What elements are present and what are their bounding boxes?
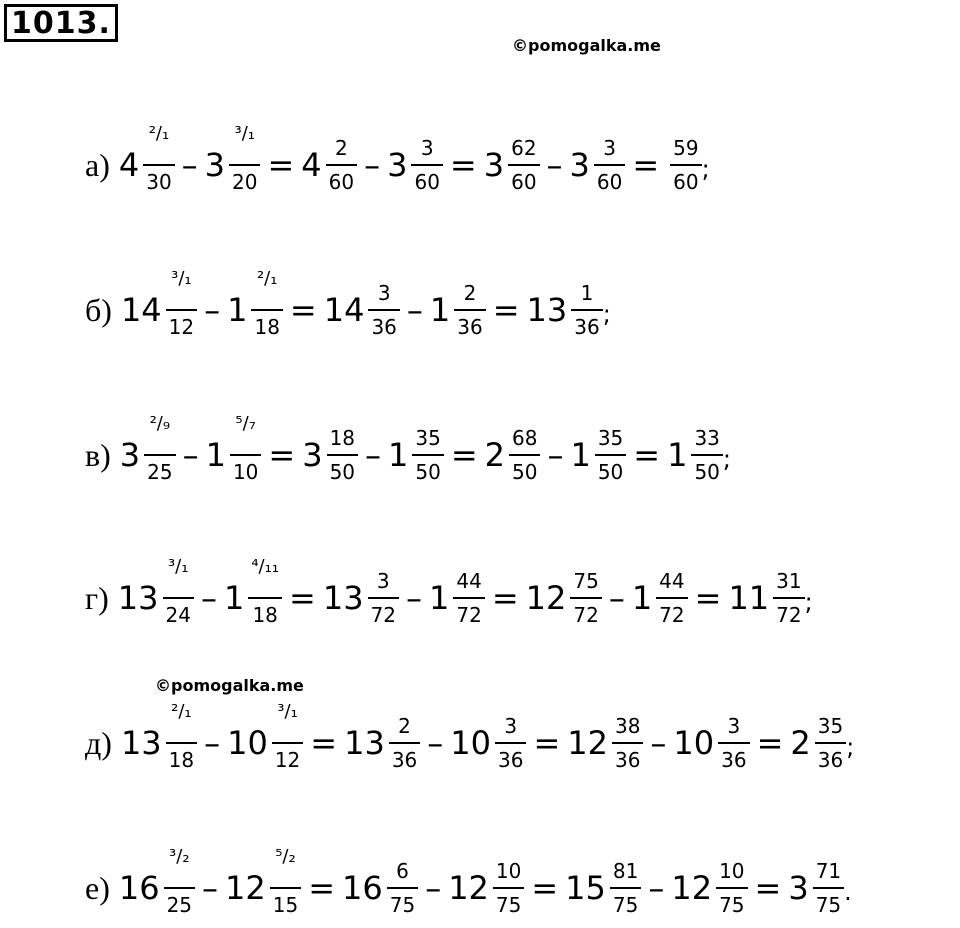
numerator: 33 bbox=[694, 426, 720, 451]
whole-part: 11 bbox=[728, 579, 770, 617]
numerator: 75 bbox=[573, 569, 599, 594]
whole-part: 16 bbox=[342, 869, 383, 907]
denominator: 75 bbox=[719, 892, 745, 917]
operator: – bbox=[427, 724, 444, 762]
fraction-bar bbox=[495, 742, 526, 744]
fraction-bar bbox=[163, 597, 194, 599]
punctuation: ; bbox=[701, 155, 710, 183]
fraction-bar bbox=[166, 742, 197, 744]
denominator: 18 bbox=[168, 747, 195, 772]
numerator: 3 bbox=[377, 281, 391, 306]
denominator: 75 bbox=[815, 892, 842, 917]
numerator: 71 bbox=[815, 859, 842, 884]
fraction-bar bbox=[716, 887, 747, 889]
fraction-bar bbox=[368, 309, 399, 311]
denominator: 36 bbox=[574, 314, 600, 339]
denominator: 30 bbox=[146, 169, 172, 194]
operator: – bbox=[425, 869, 442, 907]
fraction-bar bbox=[270, 887, 301, 889]
fraction bbox=[411, 136, 442, 194]
numerator: 44 bbox=[659, 569, 685, 594]
whole-part: 1 bbox=[570, 436, 591, 474]
fraction-bar bbox=[387, 887, 418, 889]
whole-part: 12 bbox=[448, 869, 489, 907]
operator: = bbox=[632, 146, 660, 184]
whole-part: 13 bbox=[117, 579, 159, 617]
whole-part: 1 bbox=[205, 436, 226, 474]
operator: = bbox=[694, 579, 722, 617]
extension-factor: ²/₉ bbox=[149, 413, 171, 435]
denominator: 36 bbox=[497, 747, 524, 772]
fraction-bar bbox=[595, 454, 626, 456]
whole-part: 1 bbox=[667, 436, 688, 474]
fraction-bar bbox=[612, 742, 643, 744]
whole-part: 13 bbox=[120, 724, 162, 762]
fraction bbox=[454, 281, 485, 339]
fraction-bar bbox=[230, 454, 261, 456]
extension-factor: ⁴/₁₁ bbox=[251, 556, 280, 578]
denominator: 12 bbox=[168, 314, 195, 339]
operator: – bbox=[608, 579, 625, 617]
denominator: 60 bbox=[596, 169, 623, 194]
whole-part: 15 bbox=[565, 869, 606, 907]
item-label: б) bbox=[85, 291, 112, 328]
numerator: 6 bbox=[396, 859, 409, 884]
fraction-bar bbox=[248, 597, 282, 599]
extension-factor: ³/₂ bbox=[169, 846, 190, 868]
fraction-bar bbox=[326, 164, 357, 166]
fraction bbox=[248, 556, 282, 627]
fraction-bar bbox=[656, 597, 687, 599]
fraction bbox=[327, 426, 358, 484]
operator: = bbox=[267, 146, 295, 184]
operator: – bbox=[364, 146, 381, 184]
numerator: 1 bbox=[580, 281, 594, 306]
numerator: 59 bbox=[673, 136, 699, 161]
whole-part: 3 bbox=[483, 146, 505, 184]
denominator: 36 bbox=[391, 747, 418, 772]
fraction bbox=[571, 281, 602, 339]
fraction bbox=[594, 136, 625, 194]
whole-part: 4 bbox=[118, 146, 140, 184]
operator: – bbox=[182, 436, 199, 474]
fraction-bar bbox=[508, 164, 539, 166]
fraction bbox=[270, 846, 301, 917]
fraction-bar bbox=[773, 597, 804, 599]
denominator: 10 bbox=[232, 459, 259, 484]
fraction bbox=[143, 123, 174, 194]
denominator: 24 bbox=[165, 602, 191, 627]
operator: – bbox=[546, 146, 563, 184]
fraction bbox=[718, 714, 749, 772]
numerator: 18 bbox=[329, 426, 356, 451]
fraction bbox=[272, 701, 303, 772]
operator: – bbox=[202, 869, 219, 907]
denominator: 36 bbox=[457, 314, 483, 339]
numerator: 35 bbox=[817, 714, 844, 739]
numerator: 10 bbox=[495, 859, 522, 884]
item-label: г) bbox=[85, 579, 109, 616]
fraction bbox=[509, 426, 540, 484]
punctuation: ; bbox=[804, 588, 813, 616]
fraction bbox=[387, 859, 418, 917]
fraction bbox=[164, 846, 195, 917]
fraction-bar bbox=[144, 454, 175, 456]
denominator: 36 bbox=[614, 747, 641, 772]
operator: – bbox=[648, 869, 665, 907]
punctuation: ; bbox=[602, 300, 611, 328]
operator: = bbox=[310, 724, 338, 762]
operator: = bbox=[308, 869, 336, 907]
whole-part: 1 bbox=[429, 291, 451, 329]
operator: = bbox=[289, 579, 316, 617]
denominator: 25 bbox=[147, 459, 173, 484]
fraction bbox=[495, 714, 526, 772]
denominator: 36 bbox=[721, 747, 747, 772]
equation-line bbox=[85, 270, 611, 350]
fraction bbox=[691, 426, 722, 484]
operator: – bbox=[200, 579, 217, 617]
whole-part: 1 bbox=[429, 579, 450, 617]
denominator: 72 bbox=[776, 602, 802, 627]
whole-part: 12 bbox=[567, 724, 608, 762]
fraction-bar bbox=[594, 164, 625, 166]
whole-part: 10 bbox=[450, 724, 491, 762]
numerator: 62 bbox=[511, 136, 537, 161]
whole-part: 3 bbox=[788, 869, 809, 907]
fraction bbox=[508, 136, 539, 194]
operator: = bbox=[756, 724, 784, 762]
numerator: 35 bbox=[415, 426, 441, 451]
numerator: 2 bbox=[463, 281, 477, 306]
fraction bbox=[368, 569, 399, 627]
numerator: 31 bbox=[776, 569, 802, 594]
item-label: в) bbox=[85, 436, 111, 473]
operator: – bbox=[365, 436, 382, 474]
whole-part: 2 bbox=[790, 724, 811, 762]
whole-part: 3 bbox=[387, 146, 408, 184]
fraction-bar bbox=[691, 454, 722, 456]
denominator: 72 bbox=[456, 602, 482, 627]
fraction bbox=[412, 426, 443, 484]
fraction-bar bbox=[412, 454, 443, 456]
fraction-bar bbox=[164, 887, 195, 889]
denominator: 25 bbox=[166, 892, 193, 917]
denominator: 36 bbox=[371, 314, 397, 339]
fraction-bar bbox=[813, 887, 844, 889]
fraction bbox=[612, 714, 643, 772]
fraction bbox=[716, 859, 747, 917]
numerator: 38 bbox=[614, 714, 641, 739]
denominator: 60 bbox=[673, 169, 699, 194]
whole-part: 3 bbox=[204, 146, 226, 184]
punctuation: . bbox=[844, 878, 852, 906]
numerator: 44 bbox=[456, 569, 482, 594]
denominator: 75 bbox=[389, 892, 416, 917]
denominator: 72 bbox=[659, 602, 685, 627]
whole-part: 4 bbox=[301, 146, 322, 184]
whole-part: 3 bbox=[119, 436, 141, 474]
operator: = bbox=[531, 869, 559, 907]
equation-line bbox=[85, 415, 731, 495]
denominator: 60 bbox=[511, 169, 537, 194]
fraction-bar bbox=[570, 597, 601, 599]
fraction bbox=[813, 859, 844, 917]
punctuation: ; bbox=[722, 445, 731, 473]
numerator: 81 bbox=[612, 859, 639, 884]
whole-part: 1 bbox=[223, 579, 245, 617]
fraction-bar bbox=[143, 164, 174, 166]
fraction bbox=[670, 136, 701, 194]
fraction bbox=[389, 714, 420, 772]
operator: = bbox=[754, 869, 782, 907]
whole-part: 10 bbox=[227, 724, 268, 762]
fraction-bar bbox=[571, 309, 602, 311]
fraction bbox=[251, 268, 282, 339]
fraction bbox=[230, 413, 261, 484]
extension-factor: ²/₁ bbox=[256, 268, 278, 290]
fraction-bar bbox=[815, 742, 846, 744]
whole-part: 14 bbox=[323, 291, 365, 329]
whole-part: 13 bbox=[344, 724, 385, 762]
fraction bbox=[326, 136, 357, 194]
whole-part: 12 bbox=[525, 579, 567, 617]
problem-number: 1013. bbox=[4, 4, 118, 42]
operator: – bbox=[547, 436, 564, 474]
operator: – bbox=[204, 291, 221, 329]
operator: = bbox=[533, 724, 561, 762]
extension-factor: ²/₁ bbox=[148, 123, 170, 145]
denominator: 72 bbox=[370, 602, 397, 627]
denominator: 50 bbox=[415, 459, 441, 484]
fraction bbox=[368, 281, 399, 339]
numerator: 2 bbox=[335, 136, 348, 161]
numerator: 3 bbox=[420, 136, 434, 161]
extension-factor: ³/₁ bbox=[234, 123, 255, 145]
extension-factor: ⁵/₂ bbox=[275, 846, 296, 868]
fraction-bar bbox=[670, 164, 701, 166]
fraction bbox=[166, 701, 197, 772]
fraction-bar bbox=[272, 742, 303, 744]
watermark-top: ©pomogalka.me bbox=[512, 36, 661, 55]
item-label: е) bbox=[85, 869, 110, 906]
fraction bbox=[166, 268, 197, 339]
operator: = bbox=[491, 579, 519, 617]
denominator: 18 bbox=[254, 314, 280, 339]
fraction bbox=[163, 556, 194, 627]
operator: = bbox=[492, 291, 520, 329]
numerator: 10 bbox=[719, 859, 745, 884]
denominator: 50 bbox=[694, 459, 720, 484]
extension-factor: ³/₁ bbox=[167, 556, 189, 578]
denominator: 60 bbox=[414, 169, 440, 194]
denominator: 15 bbox=[272, 892, 299, 917]
fraction bbox=[453, 569, 484, 627]
watermark-middle: ©pomogalka.me bbox=[155, 676, 304, 695]
numerator: 68 bbox=[512, 426, 538, 451]
fraction bbox=[610, 859, 641, 917]
operator: – bbox=[406, 579, 423, 617]
fraction-bar bbox=[493, 887, 524, 889]
operator: = bbox=[289, 291, 317, 329]
extension-factor: ⁵/₇ bbox=[235, 413, 256, 435]
fraction-bar bbox=[368, 597, 399, 599]
operator: – bbox=[181, 146, 198, 184]
extension-factor: ³/₁ bbox=[277, 701, 298, 723]
denominator: 36 bbox=[817, 747, 844, 772]
fraction-bar bbox=[610, 887, 641, 889]
fraction-bar bbox=[251, 309, 282, 311]
operator: = bbox=[449, 146, 477, 184]
fraction bbox=[656, 569, 687, 627]
extension-factor: ²/₁ bbox=[171, 701, 192, 723]
denominator: 20 bbox=[232, 169, 258, 194]
fraction bbox=[773, 569, 804, 627]
numerator: 3 bbox=[504, 714, 518, 739]
whole-part: 1 bbox=[227, 291, 248, 329]
equation-line bbox=[85, 848, 852, 928]
equation-line bbox=[85, 125, 710, 205]
denominator: 50 bbox=[512, 459, 538, 484]
denominator: 50 bbox=[329, 459, 356, 484]
fraction-bar bbox=[454, 309, 485, 311]
equation-line bbox=[85, 703, 854, 783]
whole-part: 13 bbox=[322, 579, 364, 617]
fraction bbox=[493, 859, 524, 917]
numerator: 2 bbox=[398, 714, 411, 739]
equation-line bbox=[85, 558, 813, 638]
operator: = bbox=[450, 436, 478, 474]
operator: – bbox=[650, 724, 667, 762]
fraction bbox=[144, 413, 175, 484]
punctuation: ; bbox=[846, 733, 855, 761]
denominator: 75 bbox=[612, 892, 639, 917]
fraction-bar bbox=[166, 309, 197, 311]
denominator: 18 bbox=[252, 602, 278, 627]
fraction-bar bbox=[411, 164, 442, 166]
whole-part: 10 bbox=[673, 724, 715, 762]
operator: – bbox=[406, 291, 423, 329]
item-label: а) bbox=[85, 146, 110, 183]
denominator: 50 bbox=[597, 459, 624, 484]
fraction bbox=[595, 426, 626, 484]
fraction-bar bbox=[229, 164, 260, 166]
whole-part: 14 bbox=[120, 291, 162, 329]
whole-part: 12 bbox=[225, 869, 266, 907]
extension-factor: ³/₁ bbox=[171, 268, 192, 290]
whole-part: 13 bbox=[526, 291, 568, 329]
fraction-bar bbox=[453, 597, 484, 599]
numerator: 35 bbox=[597, 426, 624, 451]
denominator: 60 bbox=[328, 169, 355, 194]
fraction bbox=[815, 714, 846, 772]
fraction-bar bbox=[327, 454, 358, 456]
whole-part: 3 bbox=[569, 146, 590, 184]
whole-part: 3 bbox=[302, 436, 323, 474]
fraction-bar bbox=[389, 742, 420, 744]
operator: = bbox=[268, 436, 296, 474]
denominator: 12 bbox=[274, 747, 301, 772]
denominator: 75 bbox=[495, 892, 522, 917]
numerator: 3 bbox=[727, 714, 741, 739]
whole-part: 1 bbox=[631, 579, 653, 617]
operator: = bbox=[633, 436, 661, 474]
fraction-bar bbox=[509, 454, 540, 456]
item-label: д) bbox=[85, 724, 112, 761]
whole-part: 12 bbox=[671, 869, 713, 907]
whole-part: 2 bbox=[484, 436, 505, 474]
whole-part: 16 bbox=[118, 869, 160, 907]
fraction bbox=[229, 123, 260, 194]
operator: – bbox=[204, 724, 221, 762]
whole-part: 1 bbox=[388, 436, 409, 474]
numerator: 3 bbox=[376, 569, 390, 594]
fraction-bar bbox=[718, 742, 749, 744]
denominator: 72 bbox=[573, 602, 599, 627]
numerator: 3 bbox=[603, 136, 616, 161]
fraction bbox=[570, 569, 601, 627]
